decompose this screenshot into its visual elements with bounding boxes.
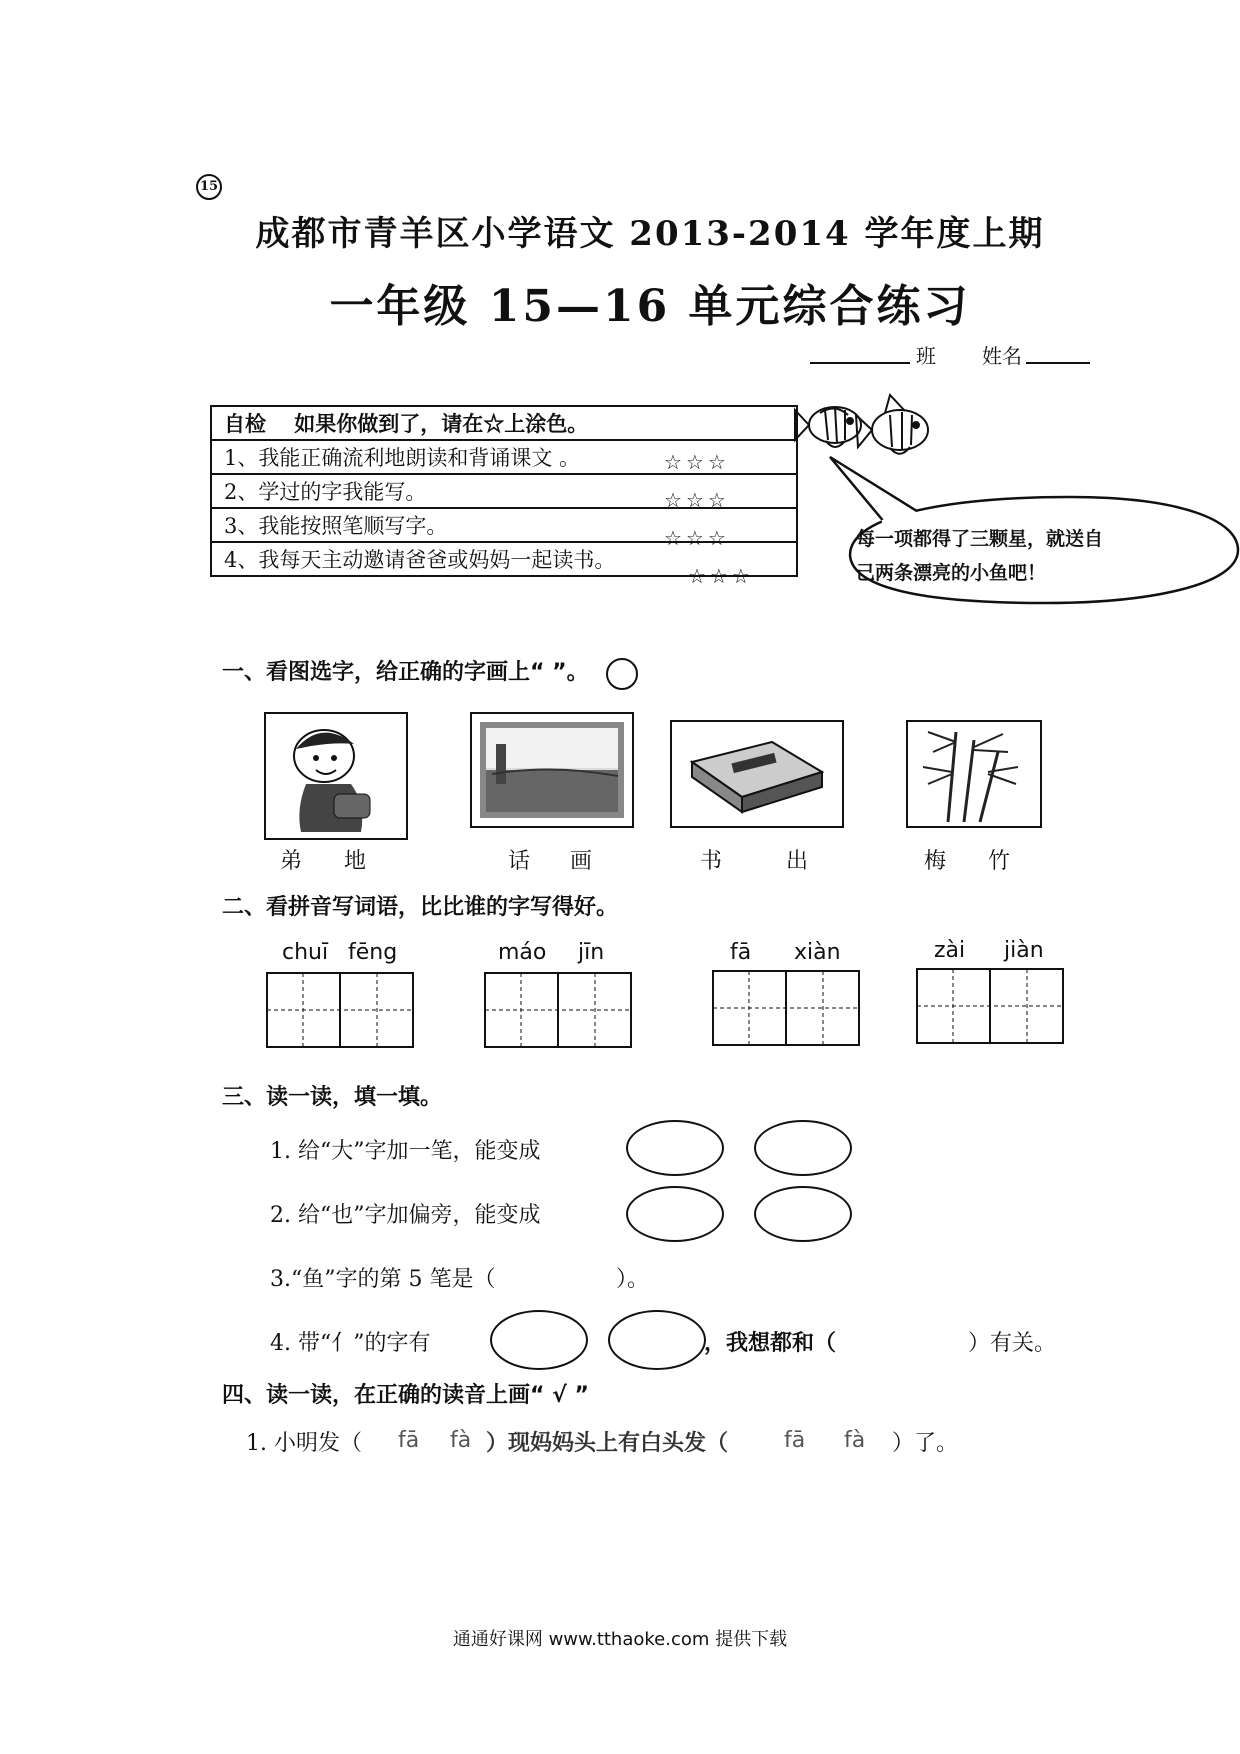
fish-icon: [856, 395, 928, 454]
picture-boy: [264, 712, 408, 840]
boy-icon: [266, 714, 406, 838]
book-icon: [672, 722, 842, 826]
question-text: ）现妈妈头上有白头发（: [486, 1431, 729, 1456]
speech-bubble-text: [856, 522, 1156, 590]
section-3-title: 三、读一读，填一填。: [222, 1085, 443, 1110]
question-text: 3.“鱼”字的第 5 笔是（: [270, 1267, 496, 1292]
circle-symbol-icon: [606, 658, 638, 690]
choice-char[interactable]: 话: [508, 849, 531, 874]
bubble-line: 己两条漂亮的小鱼吧！: [856, 562, 1047, 584]
section-2-title: 二、看拼音写词语，比比谁的字写得好。: [222, 895, 619, 920]
star-rating[interactable]: ☆☆☆: [664, 526, 730, 550]
pinyin-label: xiàn: [794, 940, 841, 965]
pinyin-label: fēng: [348, 940, 398, 965]
footer-source-text: 通通好课网 www.tthaoke.com 提供下载: [452, 1629, 788, 1650]
self-check-item-text: 4、我每天主动邀请爸爸或妈妈一起读书。: [224, 548, 616, 572]
pinyin-label: máo: [498, 940, 547, 965]
pinyin-option[interactable]: fā: [784, 1428, 806, 1453]
answer-oval[interactable]: [754, 1120, 852, 1176]
choice-char[interactable]: 书: [700, 849, 723, 874]
pinyin-label: jīn: [578, 940, 605, 965]
self-check-item-text: 2、学过的字我能写。: [224, 480, 427, 504]
question-text: ）有关。: [968, 1331, 1057, 1356]
pinyin-label: fā: [730, 940, 752, 965]
choice-char[interactable]: 地: [344, 849, 367, 874]
question-text: 1. 小明发（: [246, 1431, 362, 1456]
choice-char[interactable]: 出: [786, 849, 809, 874]
worksheet-title: 成都市青羊区小学语文 2013-2014 学年度上期: [255, 214, 1045, 254]
choice-char[interactable]: 竹: [988, 849, 1011, 874]
answer-oval[interactable]: [490, 1310, 588, 1370]
bubble-line: 每一项都得了三颗星，就送自: [856, 528, 1104, 550]
worksheet-subtitle: 一年级 15—16 单元综合练习: [329, 281, 971, 332]
question-text: ）了。: [892, 1431, 959, 1456]
class-blank[interactable]: [810, 340, 910, 364]
answer-oval[interactable]: [608, 1310, 706, 1370]
question-text: 4. 带“亻”的字有: [270, 1331, 431, 1356]
writing-grid[interactable]: [266, 972, 414, 1048]
picture-painting: [470, 712, 634, 828]
writing-grid[interactable]: [712, 970, 860, 1046]
self-check-item-text: 1、我能正确流利地朗读和背诵课文 。: [224, 446, 581, 470]
writing-grid[interactable]: [916, 968, 1064, 1044]
self-check-header: 自检 如果你做到了，请在☆上涂色。: [211, 406, 797, 440]
star-rating[interactable]: ☆☆☆: [688, 564, 754, 588]
picture-book: [670, 720, 844, 828]
answer-oval[interactable]: [754, 1186, 852, 1242]
self-check-item-text: 3、我能按照笔顺写字。: [224, 514, 448, 538]
pinyin-label: chuī: [282, 940, 329, 965]
star-rating[interactable]: ☆☆☆: [664, 488, 730, 512]
question-text: ，我想都和（: [704, 1331, 837, 1356]
section-4-title: 四、读一读，在正确的读音上画“ √ ”: [222, 1383, 589, 1408]
section-1-title: 一、看图选字，给正确的字画上“ ”。: [222, 660, 589, 685]
class-label: 班: [916, 344, 936, 368]
choice-char[interactable]: 梅: [924, 849, 947, 874]
bamboo-icon: [908, 722, 1040, 826]
question-text: 1. 给“大”字加一笔，能变成: [270, 1139, 541, 1164]
question-text: 2. 给“也”字加偏旁，能变成: [270, 1203, 541, 1228]
answer-blank[interactable]: [536, 1262, 616, 1292]
picture-bamboo: [906, 720, 1042, 828]
pinyin-label: zài: [934, 938, 966, 963]
name-blank[interactable]: [1026, 340, 1090, 364]
page-number-badge: 15: [196, 174, 222, 200]
star-rating[interactable]: ☆☆☆: [664, 450, 730, 474]
pinyin-option[interactable]: fà: [844, 1428, 866, 1453]
answer-oval[interactable]: [626, 1186, 724, 1242]
pinyin-label: jiàn: [1004, 938, 1044, 963]
pinyin-option[interactable]: fà: [450, 1428, 472, 1453]
question-text: ）。: [616, 1267, 650, 1292]
landscape-painting-icon: [472, 714, 632, 826]
fish-icon: [795, 407, 861, 447]
choice-char[interactable]: 画: [570, 849, 593, 874]
answer-oval[interactable]: [626, 1120, 724, 1176]
choice-char[interactable]: 弟: [280, 849, 303, 874]
answer-blank[interactable]: [860, 1326, 960, 1356]
writing-grid[interactable]: [484, 972, 632, 1048]
name-label: 姓名: [982, 344, 1022, 368]
pinyin-option[interactable]: fā: [398, 1428, 420, 1453]
